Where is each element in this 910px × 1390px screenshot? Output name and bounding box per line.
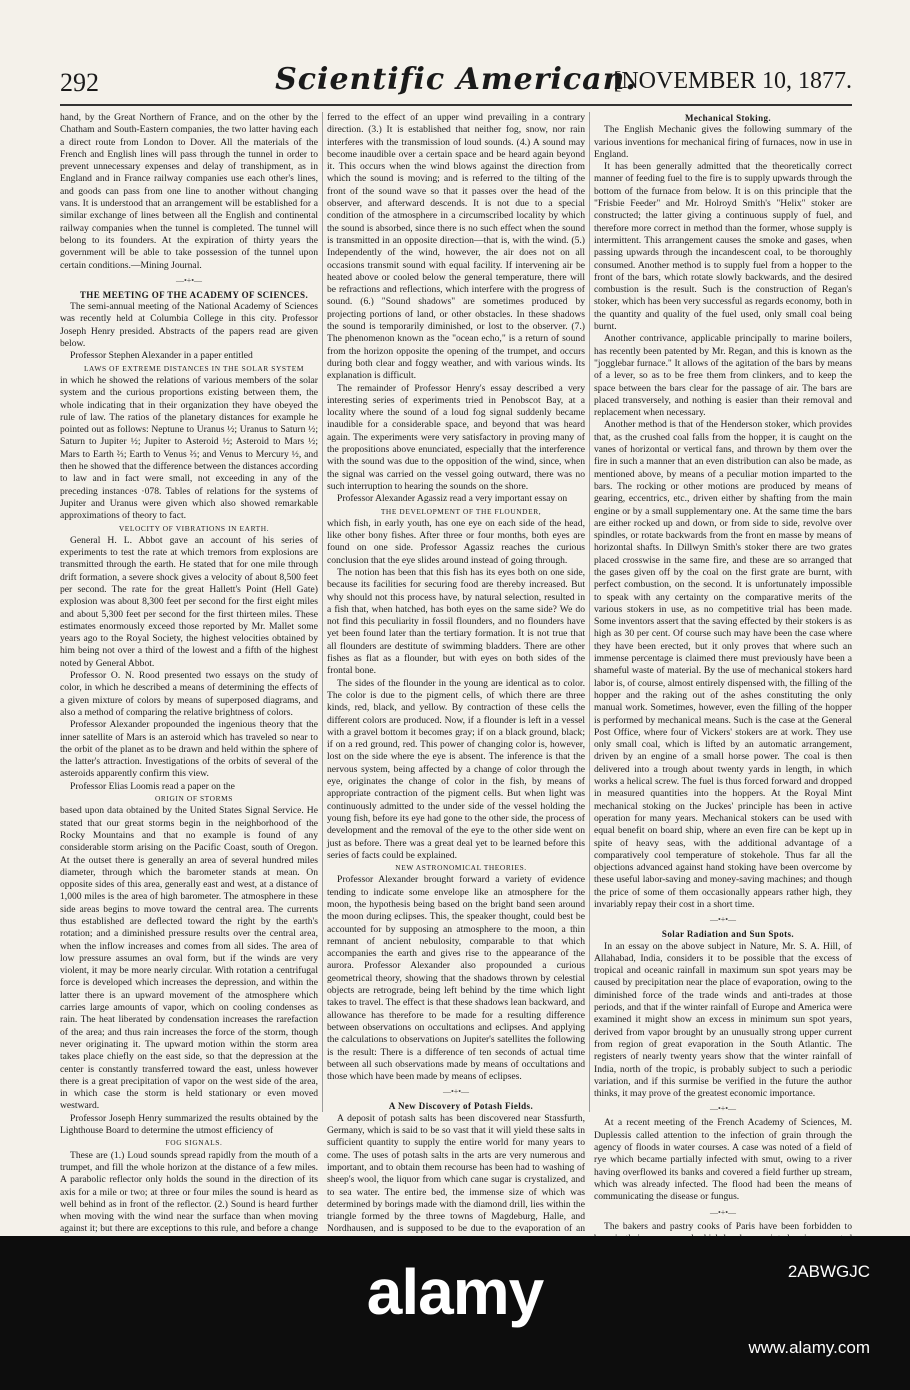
stock-image-id: 2ABWGJC bbox=[787, 1262, 870, 1281]
article-paragraph: Professor Joseph Henry summarized the results obtained by the Lighthouse Board to determine the utmost efficiency of bbox=[60, 1112, 318, 1137]
article-paragraph: which fish, in early youth, has one eye on each side of the head, like other bony fishes. After three or four months, both eyes are found on one side. Professor Agassiz reaches the curious conclusion that the eye slides around instead of going through. bbox=[327, 517, 585, 566]
section-separator: —•+•— bbox=[709, 915, 737, 925]
article-paragraph: At a recent meeting of the French Academy of Sciences, M. Duplessis called attention to the infection of grain through the agency of floods in water courses. A case was noted of a field of rye which became partially infected with smut, owing to a river having overflowed its banks and covered a field further up stream, which was already infected. The flood had been the means of communicating the disease or fungus. bbox=[594, 1117, 852, 1203]
article-paragraph: Professor Alexander brought forward a variety of evidence tending to indicate some envelope like an atmosphere for the moon, the hypothesis being based on the bright band seen around the moon during eclipses. This, the speaker thought, could best be accounted for by supposing an atmosphere to the moon, a thin remnant of ancient nebulosity, comparable to that which accompanies the earth and gives rise to the appearance of the aurora. Professor Alexander also propounded a curious geometrical theory, showing that the shadows thrown by celestial objects are retrograde, being left behind by the time which light takes to travel. The effect is that these shadows lean backward, and allowance has therefore to be made for a resulting difference between observations on occultations and eclipses. And applying the calculations to observations on Jupiter's satellites the following is the result: There is a difference of ten seconds of actual time between all such observations made by means of occultations and those which have been made by means of eclipses. bbox=[327, 874, 585, 1083]
article-heading: THE MEETING OF THE ACADEMY OF SCIENCES. bbox=[79, 289, 309, 300]
section-separator: —•+•— bbox=[709, 1104, 737, 1114]
article-paragraph: General H. L. Abbot gave an account of his series of experiments to test the rate at which tremors from explosions are transmitted through the earth. He stated that for one mile through drift formation, a severe shock gives a velocity of about 8,500 feet per second. The rate for the great Hallett's Point (Hell Gate) explosion was about 8,300 feet per second for the first eight miles and about 5,300 feet per second for the first thirteen miles. These estimates enormously exceed those reported by Mr. Mallet some years ago to the Royal Society, the highest velocities obtained by him being not over a third of the lowest and a fifth of the highest noted by General Abbot. bbox=[60, 534, 318, 669]
column-divider bbox=[589, 112, 590, 1112]
article-heading: A New Discovery of Potash Fields. bbox=[388, 1101, 534, 1112]
subheading: LAWS OF EXTREME DISTANCES IN THE SOLAR SYSTEM bbox=[83, 363, 305, 373]
article-paragraph: These are (1.) Loud sounds spread rapidly from the mouth of a trumpet, and fill the whole horizon at the distance of a few miles. A parabolic reflector only holds the sound in the direction of its axis for a mile or two; at three or four miles the sound is heard as well behind as in front of the reflector. (2.) Sound is heard further when moving with the wind near the surface than when moving against it; but there are exceptions to this rule, and before a change bbox=[60, 1149, 318, 1235]
stock-url: www.alamy.com bbox=[748, 1338, 870, 1357]
article-paragraph: Another method is that of the Henderson stoker, which provides that, as the crushed coal falls from the hopper, it is caught on the vanes of horizontal or vertical fans, and thrown by them over the fire in such a manner that an even distribution can also be made, as mentioned above, by means of a peculiar motion imparted to the bars. The rocking or other motions are produced by means of gearing, eccentrics, etc., driven either by shafting from the main engine or by a small supplementary one. At the same time the bars are either rocked up and down, or from side to side, revolve over spindles, or rotate backwards from the front en masse by means of horizontal shafts. In Dillwyn Smith's stoker there are two grates placed crosswise in the same fire, and these are so arranged that the gases given off by the coal on the first grate are burnt, with perfect combustion, on the second. It is unfortunately impossible to speak with any certainty on the comparative merits of the various stokers in use, as no competitive trial has been made. Some inventors assert that the saving effected by their stokers is as high as 30 per cent. Of course such may have been the case where they have been erected, but it only proves that where such an immense percentage is claimed there must previously have been a shameful waste of material. By the use of mechanical stokers hard labor is, of course, almost entirely dispensed with, the filling of the hopper and the raking out of the ashes constituting the only manual work. Sometimes, however, even the filling of the hopper is performed by mechanical means. Such is the case at the General Post Office, where four of Vickers' stokers are at work. They use only small coal, which is lifted by an automatic arrangement, driven by an engine of a small horse power. The coal is then delivered into a trough about twenty yards in length, in which works a helical screw. The fuel is thus forced forward and dropped in measured quantities into the hoppers. At the Royal Mint mechanical stoking on the Juckes' principle has been in active operation for many years. Mechanical stokers can be used with equal benefit on board ship, where an even fire can be kept up in spite of heavy seas, with the additional advantage of a comparatively cool temperature of stokehole. Thus far all the objections advanced against hand stoking have been overcome by these useful labor-saving and money-saving machines; and though the price of some of them occasionally appears rather high, they invariably repay their cost in a short time. bbox=[594, 419, 852, 910]
section-separator: —•+•— bbox=[442, 1087, 470, 1097]
subheading: ORIGIN OF STORMS bbox=[154, 794, 234, 804]
stock-brand-logo: alamy bbox=[366, 1256, 544, 1328]
article-paragraph: The notion has been that this fish has its eyes both on one side, because its facilities for securing food are thereby increased. But why should not this process have, by natural selection, resulted in a fish that, when hatched, has both eyes on the same side? We do not find this peculiarity in fossil flounders, and no flounders have yet been found later than the tertiary formation. It is not true that all flounders are destitute of swimming bladders. There are other fishes as flat as a flounder, but with eyes on both sides of the frontal bone. bbox=[327, 566, 585, 677]
masthead-title: Scientific American. bbox=[275, 62, 637, 97]
article-paragraph: Professor Elias Loomis read a paper on the bbox=[70, 780, 235, 792]
article-paragraph: It has been generally admitted that the theoretically correct manner of feeding fuel to the fire is to supply upwards through the bottom of the furnace from below. It is on this principle that the "Frisbie Feeder" and Mr. Holroyd Smith's "Helix" stoker are constructed; the latter giving a continuous supply of fuel, and therefore more correct in method than the former, whose supply is intermittent. This arrangement causes the smoke and gases, when passing upwards through the incandescent coal, to be thoroughly consumed. Another method is to supply fuel from a hopper to the front of the bars, which rotate slowly backwards, and the desired combustion is the result. Such is the construction of Regan's stoker, which has been very successful as regards economy, both in the quantity and quality of the fuel used, only small coal being burnt. bbox=[594, 161, 852, 333]
subheading: VELOCITY OF VIBRATIONS IN EARTH. bbox=[118, 523, 270, 533]
article-paragraph: A deposit of potash salts has been discovered near Stassfurth, Germany, which is said to be so vast that it will yield these salts in sufficient quantity to supply the entire world for many years to come. The uses of potash salts in the arts are very numerous and important, and to obtain them recourse has been had to washing of sheep's wool, the liquor from which cane sugar is crystalized, and to sea water. The entire bed, the immense size of which was determined by borings made with the diamond drill, lies within the triangle formed by the three towns of Magdeburg, Halle, and Nordhausen, and is supposed to be due to the evaporation of an bbox=[327, 1112, 585, 1235]
article-paragraph: in which he showed the relations of various members of the solar system and the curious proportions existing between them, the whole indicating that in their organization they have obeyed the rule of law. The ratios of the planetary distances for example he pointed out as follows: Neptune to Uranus ½; Uranus to Saturn ½; Saturn to Jupiter ½; Jupiter to Asteroid ½; Asteroid to Mars ½; Mars to Earth ⅔; Earth to Venus ⅔; and Venus to Mercury ½, and then he showed that the difference between the distances according to law and in fact were small, not exceeding in any of the preceding instances ·078. Tables of relations for the systems of Jupiter and Uranus were given which also showed remarkable approximations of theory to fact. bbox=[60, 374, 318, 522]
article-paragraph: Professor Alexander Agassiz read a very important essay on bbox=[337, 493, 568, 505]
section-separator: —•+•— bbox=[709, 1207, 737, 1217]
subheading: FOG SIGNALS. bbox=[165, 1138, 223, 1148]
column-right bbox=[594, 112, 852, 1232]
article-paragraph: In an essay on the above subject in Nature, Mr. S. A. Hill, of Allahabad, India, considers it to be possible that the excess of tropical and oceanic rainfall in maximum sun spot years may be caused by precipitation near the place of evaporation, owing to the diminished force of the trade winds and anti-trades at those periods, and that if the winter rainfall of Europe and America were examined it might show an excess in minimum sun spot years, derived from vapor brought by an unusually strong upper current from region of great evaporation in the South Atlantic. The registers of nearly twenty years show that the winter rainfall of India, north of the tropic, is probably subject to such a periodic variation, and if this surmise be verified in the future the author thinks, it may prove of the greatest economic importance. bbox=[594, 940, 852, 1100]
article-heading: Solar Radiation and Sun Spots. bbox=[661, 929, 795, 940]
article-paragraph: ferred to the effect of an upper wind prevailing in a contrary direction. (3.) It is established that neither fog, snow, nor rain interferes with the transmission of loud sounds. (4.) A sound may become inaudible over a certain space and be heard again beyond it. This occurs when the wind blows against the direction from which the sound is moving; and is referred to the tilting of the front of the sound wave so that it passes over the head of the observer, and afterward descends. It is not due to a special condition of the atmosphere in a circumscribed locality by which the sound is absorbed, since there is no such effect when the sound is transmitted in an opposite direction—that is, with the wind. (5.) Independently of the wind, however, the air does not on all occasions transmit sound with equal facility. If intervening air be heated above or cooled below the general temperature, there will be refractions and reflections, which interfere with the progress of sound. (6.) "Sound shadows" are sometimes produced by projecting portions of land, or other obstacles. In these shadows the sound is temporarily diminished, or lost to the observer. (7.) The phenomenon known as the "ocean echo," is a return of sound from the horizon opposite the opening of the trumpet, and occurs during both clear and foggy weather, and with various winds. Its explanation is difficult. bbox=[327, 112, 585, 382]
article-paragraph: The bakers and pastry cooks of Paris have been forbidden to bbox=[604, 1220, 852, 1232]
article-paragraph: The English Mechanic gives the following summary of the various inventions for mechanical firing of furnaces, now in use in England. bbox=[594, 124, 852, 160]
subheading: THE DEVELOPMENT OF THE FLOUNDER, bbox=[380, 506, 542, 516]
article-heading: Mechanical Stoking. bbox=[684, 113, 772, 123]
article-paragraph: The semi-annual meeting of the National Academy of Sciences was recently held at Columbia College in this city. Professor Joseph Henry presided. Abstracts of the papers read are given below. bbox=[60, 301, 318, 350]
header-rule bbox=[60, 104, 852, 106]
article-paragraph: based upon data obtained by the United States Signal Service. He stated that our great storms begin in the neighborhood of the Rocky Mountains and that no example is found of any considerable storm arising on the Pacific Coast, south of Oregon. At the outset there is generally an area of several hundred miles diameter, through which the barometer stands at mean. On opposite sides of this area, generally east and west, at a distance of 1,000 miles is the area of high barometer. The atmosphere in these side areas begins to move toward the central area. The currents thus established are deflected toward the right by the earth's rotation; and a diminished pressure results over the central area, when the inflow increases and comes from all sides. The area of low pressure assumes an oval form, but if the winds are very violent, it may be more nearly circular. With rotation a centrifugal force is developed which increases the depression, and within the latter there is an upward movement of the atmosphere which carries large amounts of vapor, which on cooling condenses as rain. The heat liberated by condensation increases the rarefaction of the area; and thus rain increases the force of the storm, though never originating it. The upward motion within the storm area takes place chiefly on the east side, so that the depression at the center is constantly transferred toward the east, unless however there is a great precipitation of vapor on the west side of the area, in which case the storm is held stationary or even moved westward. bbox=[60, 805, 318, 1112]
page-number: 292 bbox=[60, 68, 99, 97]
section-separator: —•+•— bbox=[175, 275, 203, 285]
article-paragraph: Professor O. N. Rood presented two essays on the study of color, in which he described a means of determining the effects of a given mixture of colors by means of superposed diagrams, and also a method of comparing the relative brightness of colors. bbox=[60, 670, 318, 718]
subheading: NEW ASTRONOMICAL THEORIES. bbox=[395, 863, 527, 873]
article-paragraph: The remainder of Professor Henry's essay described a very interesting series of experiments tried in Penobscot Bay, at a locality where the sound of a loud fog signal suddenly became inaudible for a considerable space, and beyond that was heard again. The experiments were very satisfactory in proving many of the propositions above enunciated, especially that the interference with the sound was due to the opposition of the wind, since, when the signal was carried on the vessel going outward, there was no such interruption to hearing the sounds on the shore. bbox=[327, 382, 585, 492]
article-paragraph: Professor Stephen Alexander in a paper entitled bbox=[70, 350, 253, 362]
article-paragraph: Professor Alexander propounded the ingenious theory that the inner satellite of Mars is an asteroid which has traveled so near to the orbit of the planet as to be drawn and held within the sphere of the latter's attraction. Investigations of the orbits of several of the asteroids apparently confirm this view. bbox=[60, 719, 318, 780]
column-divider bbox=[322, 112, 323, 1112]
page-header bbox=[60, 60, 852, 100]
issue-date: [NOVEMBER 10, 1877. bbox=[613, 68, 852, 94]
column-left bbox=[60, 112, 318, 1235]
column-middle bbox=[327, 112, 585, 1235]
article-paragraph: Another contrivance, applicable principally to marine boilers, has recently been patented by Mr. Regan, and this is known as the "jogglebar furnace." It allows of the agitation of the bars by means of a lever, so as to be free them from clinkers, and to keep the space between the bars clear for the passage of air. The bars are placed transversely, and nothing is easier than their removal and replacement when necessary. bbox=[594, 333, 852, 419]
article-paragraph: hand, by the Great Northern of France, and on the other by the Chatham and South-Eastern companies, the two latter having each a direct route from London to Dover. All the materials of the French and English lines will pass through the tunnel in order to prevent unnecessary expenses and delay of transhipment, as in England and in France railway companies use each other's lines, and goods can pass from one line to another without changing vans. It is understood that an arrangement will be established for a similar exchange of lines between all the English and continental railway companies when the tunnel is completed. The tunnel will belong to its founders. At the expiration of thirty years the government will be able to take possession of the tunnel upon certain conditions.—Mining Journal. bbox=[60, 112, 318, 271]
article-paragraph: The sides of the flounder in the young are identical as to color. The color is due to the pigment cells, of which there are three kinds, red, black, and yellow. By contraction of these cells the different colors are produced. Now, if a flounder is left in a vessel with a gravel bottom it becomes gray; if on a black ground, black; if on a red ground, red. This power of changing color is, however, lost on the side where the eye is absent. The inference is that the nervous system, being affected by a change of color through the eye, originates the change of color in the fish, by means of appropriate contraction of the pigment cells. But when light was continuously admitted to the under side of the vessel holding the young fish, before its eye had gone to the other side, the process of development and the removal of the eye to the other side went on just as before. There was a great deal yet to be learned before this series of facts could be explained. bbox=[327, 677, 585, 861]
